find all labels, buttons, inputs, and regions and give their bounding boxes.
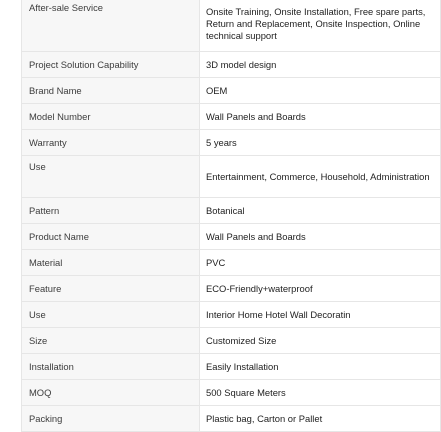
spec-value: 500 Square Meters [200, 380, 441, 406]
spec-value: Interior Home Hotel Wall Decoratin [200, 302, 441, 328]
spec-value: 5 years [200, 130, 441, 156]
spec-row-installation [22, 354, 441, 380]
spec-key: After-sale Service [22, 0, 200, 52]
spec-value: OEM [200, 78, 441, 104]
spec-key: Use [22, 156, 200, 198]
spec-row-material [22, 250, 441, 276]
spec-key: Product Name [22, 224, 200, 250]
spec-value: Entertainment, Commerce, Household, Administration [200, 156, 441, 198]
spec-key: Warranty [22, 130, 200, 156]
spec-row-brand-name [22, 78, 441, 104]
spec-table [21, 0, 441, 432]
spec-value: Onsite Training, Onsite Installation, Free spare parts, Return and Replacement, Onsite Inspection, Online technical support [200, 0, 441, 52]
spec-key: Pattern [22, 198, 200, 224]
spec-row-pattern [22, 198, 441, 224]
spec-row-use-2 [22, 302, 441, 328]
spec-row-feature [22, 276, 441, 302]
spec-value: Easily Installation [200, 354, 441, 380]
spec-value: Botanical [200, 198, 441, 224]
spec-value: Plastic bag, Carton or Pallet [200, 406, 441, 432]
spec-row-after-sale-service [22, 0, 441, 52]
spec-row-size [22, 328, 441, 354]
spec-row-warranty [22, 130, 441, 156]
spec-value: Wall Panels and Boards [200, 104, 441, 130]
spec-row-model-number [22, 104, 441, 130]
spec-row-use [22, 156, 441, 198]
spec-row-packing [22, 406, 441, 432]
spec-row-project-solution-capability [22, 52, 441, 78]
spec-key: Feature [22, 276, 200, 302]
spec-key: Size [22, 328, 200, 354]
spec-key: Model Number [22, 104, 200, 130]
spec-value: ECO-Friendly+waterproof [200, 276, 441, 302]
spec-key: MOQ [22, 380, 200, 406]
spec-key: Material [22, 250, 200, 276]
spec-key: Project Solution Capability [22, 52, 200, 78]
spec-key: Use [22, 302, 200, 328]
spec-row-product-name [22, 224, 441, 250]
spec-value: PVC [200, 250, 441, 276]
spec-value: Customized Size [200, 328, 441, 354]
spec-value: 3D model design [200, 52, 441, 78]
spec-key: Installation [22, 354, 200, 380]
spec-key: Brand Name [22, 78, 200, 104]
spec-key: Packing [22, 406, 200, 432]
spec-value: Wall Panels and Boards [200, 224, 441, 250]
spec-row-moq [22, 380, 441, 406]
